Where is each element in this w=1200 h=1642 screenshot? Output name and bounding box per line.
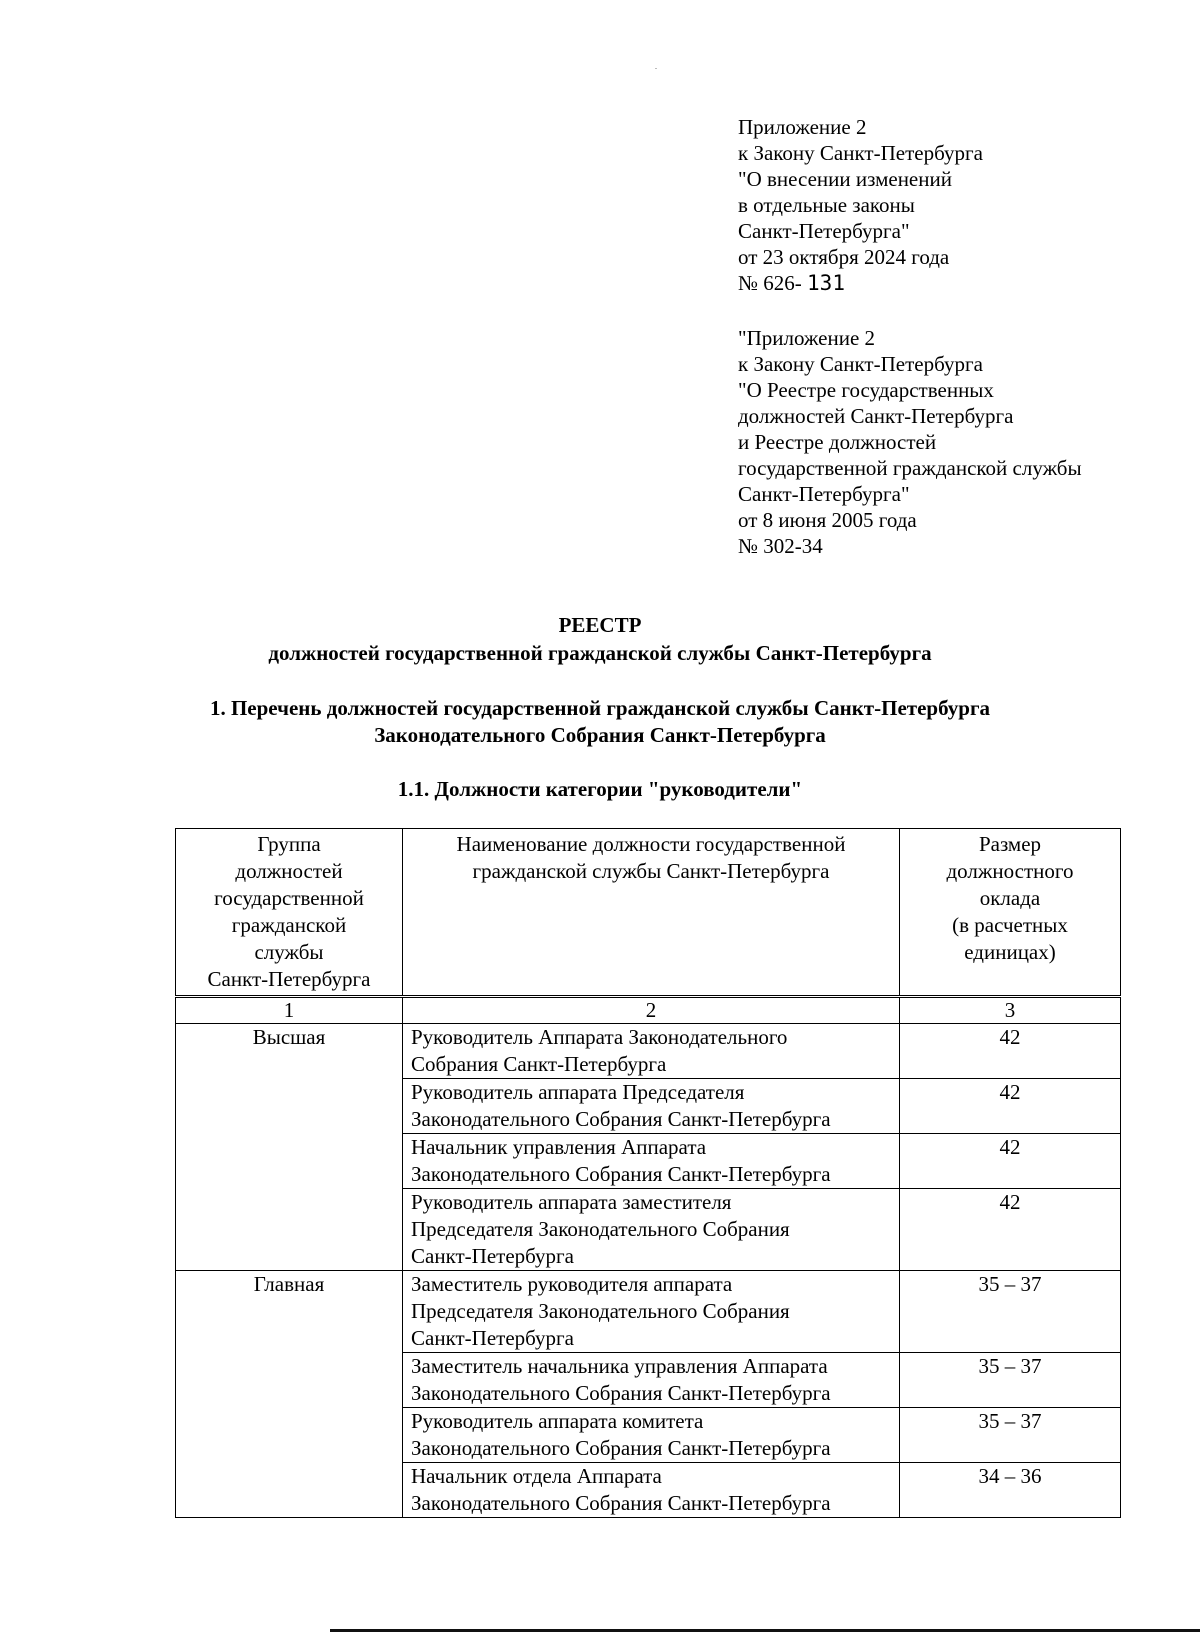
annex-original-header — [738, 325, 1082, 559]
position-line: Санкт-Петербурга — [411, 1244, 574, 1268]
header-text: Наименование должности государственной — [456, 832, 846, 856]
position-line: Председателя Законодательного Собрания — [411, 1217, 790, 1241]
salary-cell: 42 — [900, 1134, 1121, 1189]
header-text: (в расчетных — [952, 913, 1068, 937]
header-position — [403, 829, 900, 997]
annex-line: "О внесении изменений — [738, 167, 952, 191]
annex-line: № 302-34 — [738, 534, 823, 558]
position-cell — [403, 1353, 900, 1408]
position-line: Законодательного Собрания Санкт-Петербурга — [411, 1381, 831, 1405]
table-header-row — [176, 829, 1121, 997]
subsection-heading: 1.1. Должности категории "руководители" — [397, 777, 803, 801]
position-cell — [403, 1408, 900, 1463]
annex-line: государственной гражданской службы — [738, 456, 1082, 480]
annex-line: в отдельные законы — [738, 193, 915, 217]
group-cell: Высшая — [176, 1024, 403, 1271]
header-text: должностей — [235, 859, 343, 883]
annex-line: от 8 июня 2005 года — [738, 508, 917, 532]
header-text: Размер — [978, 832, 1042, 856]
column-number: 2 — [403, 997, 900, 1024]
header-text: государственной — [214, 886, 364, 910]
document-title: РЕЕСТР — [558, 613, 642, 637]
position-line: Начальник отдела Аппарата — [411, 1464, 662, 1488]
position-line: Законодательного Собрания Санкт-Петербурга — [411, 1162, 831, 1186]
annex-line: "О Реестре государственных — [738, 378, 994, 402]
scan-speck — [655, 68, 657, 69]
annex-line: "Приложение 2 — [738, 326, 876, 350]
position-line: Руководитель аппарата комитета — [411, 1409, 704, 1433]
position-line: Руководитель Аппарата Законодательного — [411, 1025, 788, 1049]
table-row — [176, 1271, 1121, 1353]
salary-cell: 42 — [900, 1189, 1121, 1271]
annex-line: и Реестре должностей — [738, 430, 937, 454]
section-heading — [0, 695, 1200, 749]
position-cell — [403, 1463, 900, 1518]
salary-cell: 34 – 36 — [900, 1463, 1121, 1518]
position-line: Начальник управления Аппарата — [411, 1135, 707, 1159]
group-cell: Главная — [176, 1271, 403, 1518]
annex-current-header — [738, 114, 983, 296]
position-line: Законодательного Собрания Санкт-Петербурга — [411, 1107, 831, 1131]
header-text: единицах) — [964, 940, 1056, 964]
annex-line: Приложение 2 — [738, 115, 867, 139]
position-line: Собрания Санкт-Петербурга — [411, 1052, 667, 1076]
salary-cell: 42 — [900, 1024, 1121, 1079]
section-heading-line2: Законодательного Собрания Санкт-Петербурга — [374, 723, 826, 747]
header-text: должностного — [946, 859, 1074, 883]
column-number-row — [176, 997, 1121, 1024]
annex-line: к Закону Санкт-Петербурга — [738, 141, 983, 165]
header-text: гражданской — [231, 913, 347, 937]
salary-cell: 35 – 37 — [900, 1408, 1121, 1463]
document-subtitle: должностей государственной гражданской службы Санкт-Петербурга — [268, 641, 932, 665]
header-text: Санкт-Петербурга — [207, 967, 371, 991]
position-cell — [403, 1024, 900, 1079]
position-line: Руководитель аппарата заместителя — [411, 1190, 732, 1214]
position-line: Санкт-Петербурга — [411, 1326, 574, 1350]
header-text: службы — [254, 940, 324, 964]
position-line: Председателя Законодательного Собрания — [411, 1299, 790, 1323]
position-cell — [403, 1271, 900, 1353]
position-cell — [403, 1189, 900, 1271]
position-line: Руководитель аппарата Председателя — [411, 1080, 745, 1104]
annex-line: должностей Санкт-Петербурга — [738, 404, 1014, 428]
header-text: Группа — [257, 832, 321, 856]
annex-line: Санкт-Петербурга" — [738, 219, 910, 243]
salary-cell: 42 — [900, 1079, 1121, 1134]
position-cell — [403, 1134, 900, 1189]
salary-cell: 35 – 37 — [900, 1353, 1121, 1408]
section-heading-line1: 1. Перечень должностей государственной гражданской службы Санкт-Петербурга — [209, 696, 991, 720]
annex-line: к Закону Санкт-Петербурга — [738, 352, 983, 376]
header-salary — [900, 829, 1121, 997]
position-line: Законодательного Собрания Санкт-Петербурга — [411, 1436, 831, 1460]
annex-line: Санкт-Петербурга" — [738, 482, 910, 506]
annex-number-handwritten: 131 — [807, 271, 845, 295]
annex-number-prefix: № 626- — [738, 271, 802, 295]
position-line: Заместитель начальника управления Аппарата — [411, 1354, 828, 1378]
header-text: гражданской службы Санкт-Петербурга — [472, 859, 830, 883]
position-line: Законодательного Собрания Санкт-Петербурга — [411, 1491, 831, 1515]
position-cell — [403, 1079, 900, 1134]
annex-number-line — [738, 270, 983, 296]
bottom-scan-edge — [330, 1629, 1200, 1632]
header-group — [176, 829, 403, 997]
salary-cell: 35 – 37 — [900, 1271, 1121, 1353]
column-number: 3 — [900, 997, 1121, 1024]
header-text: оклада — [979, 886, 1041, 910]
positions-table — [175, 828, 1121, 1518]
annex-line: от 23 октября 2024 года — [738, 245, 950, 269]
table-row — [176, 1024, 1121, 1079]
column-number: 1 — [176, 997, 403, 1024]
position-line: Заместитель руководителя аппарата — [411, 1272, 733, 1296]
